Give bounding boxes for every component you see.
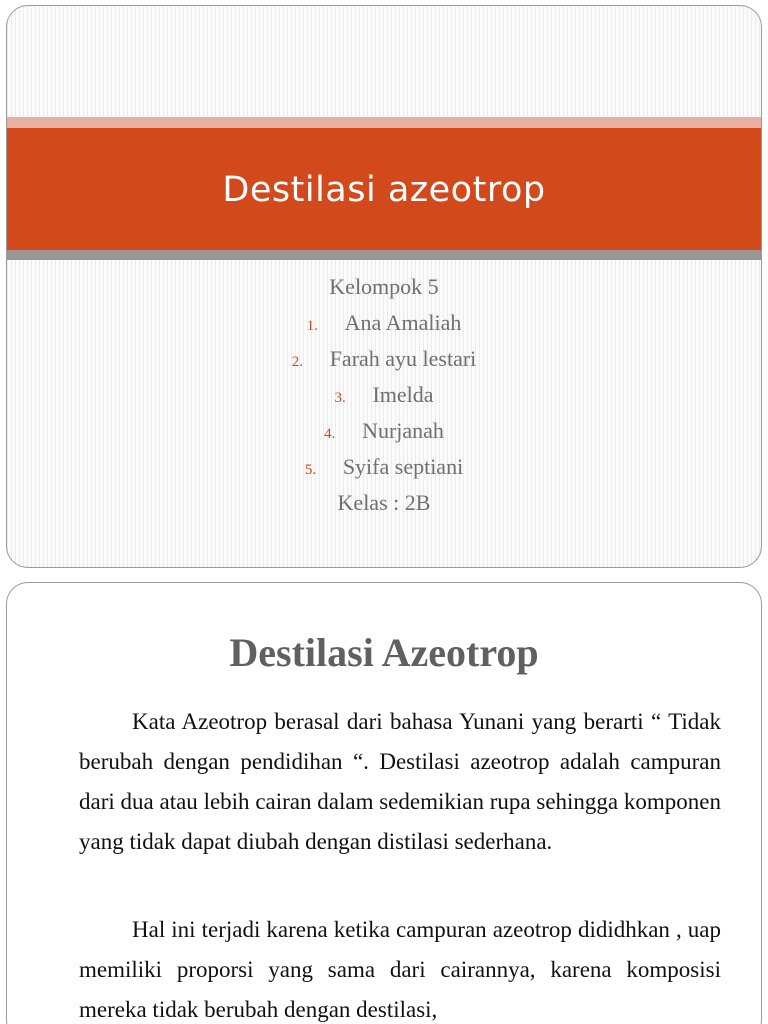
member-number: 2. [291, 354, 303, 370]
paragraph: Kata Azeotrop berasal dari bahasa Yunani yang berarti “ Tidak berubah dengan pendidihan “. Destilasi azeotrop adalah campuran dari dua atau lebih cairan dalam sedemikian rupa sehingga komponen yang tidak dapat diubah dengan distilasi sederhana. [79, 709, 721, 854]
member-item [7, 413, 761, 449]
member-number: 1. [306, 318, 318, 334]
member-name: Ana Amaliah [344, 310, 462, 335]
member-item [7, 449, 761, 485]
group-label: Kelompok 5 [329, 274, 439, 299]
member-name: Syifa septiani [342, 454, 464, 479]
title-slide [6, 5, 762, 568]
member-item [7, 377, 761, 413]
group-info [7, 269, 761, 521]
paragraph: Hal ini terjadi karena ketika campuran azeotrop dididhkan , uap memiliki proporsi yang sama dari cairannya, karena komposisi mereka tidak berubah dengan destilasi, [79, 917, 721, 1022]
member-number: 5. [304, 462, 317, 478]
member-item [7, 305, 761, 341]
slide-title: Destilasi azeotrop [222, 170, 546, 210]
member-name: Imelda [372, 382, 434, 407]
class-label: Kelas : 2B [337, 490, 431, 515]
member-name: Farah ayu lestari [329, 346, 477, 371]
title-band-top-stripe [7, 117, 761, 128]
member-number: 4. [324, 426, 336, 442]
member-name: Nurjanah [362, 418, 444, 443]
member-number: 3. [334, 390, 346, 406]
title-band-bottom-stripe [7, 250, 761, 260]
member-item [7, 341, 761, 377]
content-slide [6, 582, 762, 1024]
content-title: Destilasi Azeotrop [229, 630, 539, 675]
